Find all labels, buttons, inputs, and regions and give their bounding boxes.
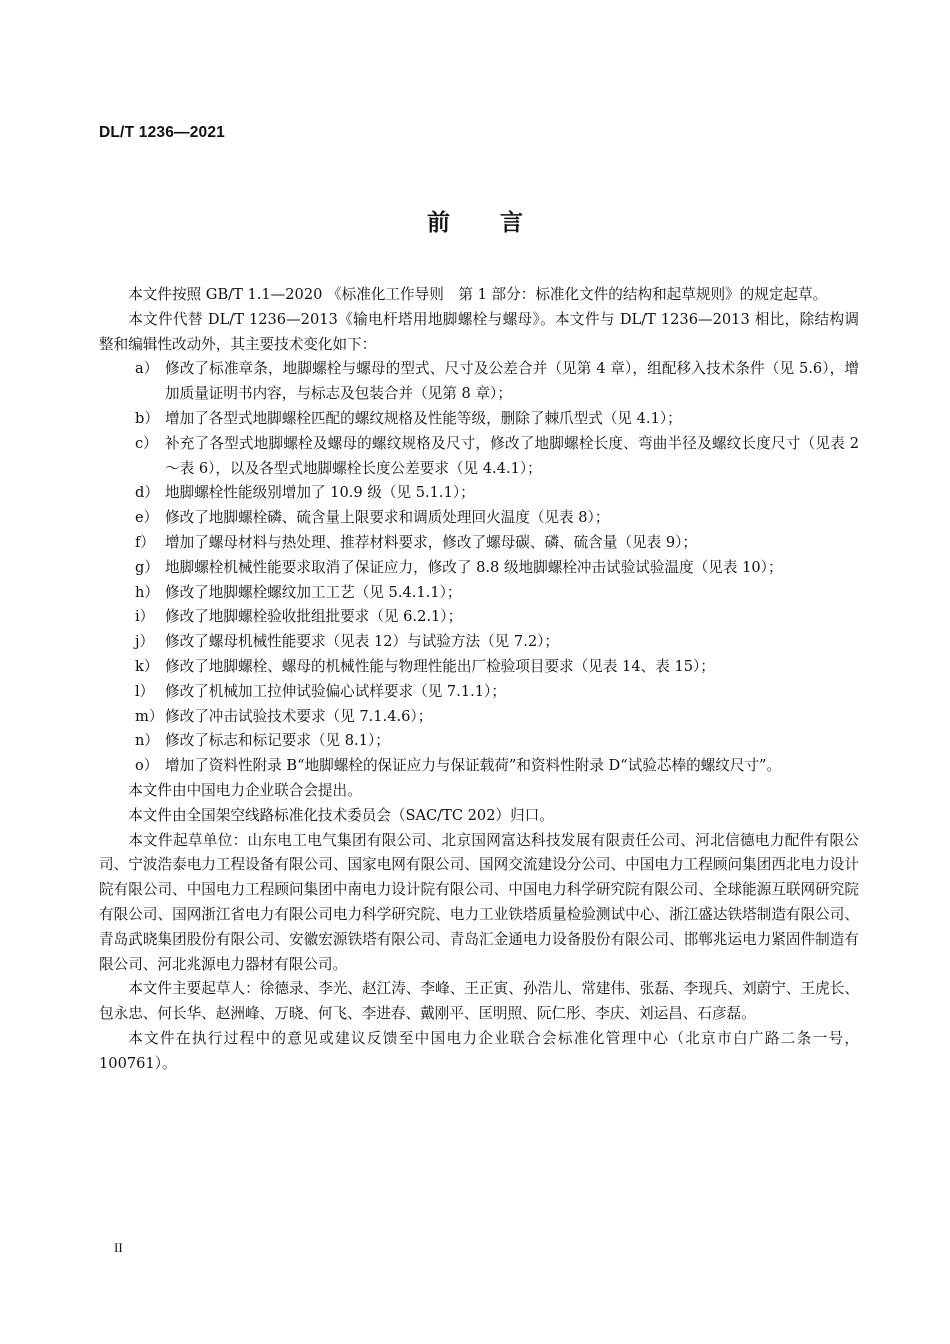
intro-paragraph: 本文件代替 DL/T 1236—2013《输电杆塔用地脚螺栓与螺母》。本文件与 DL/T 1236—2013 相比，除结构调整和编辑性改动外，其主要技术变化如下： — [99, 310, 859, 353]
list-item — [99, 357, 859, 407]
list-item — [99, 506, 859, 531]
list-marker: e） — [135, 509, 159, 527]
list-item-text: 地脚螺栓机械性能要求取消了保证应力，修改了 8.8 级地脚螺栓冲击试验试验温度（见表 10）； — [165, 558, 783, 576]
list-item-text: 修改了机械加工拉伸试验偏心试样要求（见 7.1.1）； — [165, 682, 506, 700]
list-item — [99, 531, 859, 556]
drafting-units-paragraph: 本文件起草单位：山东电工电气集团有限公司、北京国网富达科技发展有限责任公司、河北信德电力配件有限公司、宁波浩泰电力工程设备有限公司、国家电网有限公司、国网交流建设分公司、中国电力工程顾问集团西北电力设计院有限公司、中国电力工程顾问集团中南电力设计院有限公司、中国电力科学研究院有限公司、全球能源互联网研究院有限公司、国网浙江省电力有限公司电力科学研究院、电力工业铁塔质量检验测试中心、浙江盛达铁塔制造有限公司、青岛武晓集团股份有限公司、安徽宏源铁塔有限公司、青岛汇金通电力设备股份有限公司、邯郸兆运电力紧固件制造有限公司、河北兆源电力器材有限公司。 — [99, 831, 859, 973]
list-item — [99, 481, 859, 506]
page-number: II — [114, 1240, 123, 1255]
list-item-text: 修改了地脚螺栓螺纹加工工艺（见 5.4.1.1）； — [165, 583, 462, 601]
list-marker: b） — [135, 409, 159, 427]
list-item-text: 补充了各型式地脚螺栓及螺母的螺纹规格及尺寸，修改了地脚螺栓长度、弯曲半径及螺纹长度尺寸（见表 2～表 6），以及各型式地脚螺栓长度公差要求（见 4.4.1）； — [165, 434, 859, 477]
document-id: DL/T 1236—2021 — [99, 124, 226, 141]
list-item — [99, 407, 859, 432]
list-item-text: 修改了标准章条，地脚螺栓与螺母的型式、尺寸及公差合并（见第 4 章），组配移入技术条件（见 5.6），增加质量证明书内容，与标志及包装合并（见第 8 章）； — [165, 360, 859, 403]
intro-paragraph: 本文件按照 GB/T 1.1—2020 《标准化工作导则 第 1 部分：标准化文件的结构和起草规则》的规定起草。 — [128, 286, 828, 303]
list-marker: c） — [135, 434, 158, 452]
list-item — [99, 581, 859, 606]
list-item-text: 增加了螺母材料与热处理、推荐材料要求，修改了螺母碳、磷、硫含量（见表 9）； — [165, 533, 698, 551]
list-item — [99, 705, 859, 730]
changes-list — [99, 357, 859, 779]
list-item — [99, 630, 859, 655]
list-marker: l） — [135, 682, 155, 700]
drafters-paragraph: 本文件主要起草人：徐德录、李光、赵江涛、李峰、王正寅、孙浩儿、常建伟、张磊、李现兵、刘蔚宁、王虎长、包永忠、何长华、赵洲峰、万晓、何飞、李进春、戴刚平、匡明照、阮仁彤、李庆、刘运昌、石彦磊。 — [99, 980, 859, 1023]
list-marker: f） — [135, 533, 155, 551]
feedback-paragraph: 本文件在执行过程中的意见或建议反馈至中国电力企业联合会标准化管理中心（北京市白广路二条一号，100761）。 — [99, 1029, 859, 1072]
proposer-paragraph: 本文件由中国电力企业联合会提出。 — [128, 781, 362, 799]
document-body — [99, 283, 859, 1077]
list-item — [99, 605, 859, 630]
list-item — [99, 556, 859, 581]
list-item — [99, 432, 859, 482]
list-item-text: 增加了各型式地脚螺栓匹配的螺纹规格及性能等级，删除了棘爪型式（见 4.1）； — [165, 409, 682, 427]
list-item-text: 修改了地脚螺栓、螺母的机械性能与物理性能出厂检验项目要求（见表 14、表 15）； — [165, 657, 715, 675]
list-item — [99, 729, 859, 754]
list-item — [99, 754, 859, 779]
list-marker: h） — [135, 583, 159, 601]
list-marker: m） — [135, 707, 164, 725]
list-marker: n） — [135, 732, 159, 750]
list-item-text: 地脚螺栓性能级别增加了 10.9 级（见 5.1.1）； — [165, 484, 475, 502]
list-item-text: 修改了冲击试验技术要求（见 7.1.4.6）； — [165, 707, 433, 725]
committee-paragraph: 本文件由全国架空线路标准化技术委员会（SAC/TC 202）归口。 — [128, 806, 554, 824]
list-marker: i） — [135, 608, 155, 626]
list-item-text: 增加了资料性附录 B“地脚螺栓的保证应力与保证载荷”和资料性附录 D“试验芯棒的螺纹尺寸”。 — [165, 757, 782, 775]
list-item — [99, 680, 859, 705]
list-item-text: 修改了螺母机械性能要求（见表 12）与试验方法（见 7.2）； — [165, 633, 560, 651]
page-title: 前言 — [427, 210, 573, 236]
list-item-text: 修改了地脚螺栓磷、硫含量上限要求和调质处理回火温度（见表 8）； — [165, 509, 610, 527]
list-item — [99, 655, 859, 680]
list-marker: a） — [135, 360, 159, 378]
list-marker: k） — [135, 657, 159, 675]
list-item-text: 修改了地脚螺栓验收批组批要求（见 6.2.1）； — [165, 608, 463, 626]
list-marker: g） — [135, 558, 159, 576]
list-marker: o） — [135, 757, 159, 775]
list-marker: d） — [135, 484, 159, 502]
list-item-text: 修改了标志和标记要求（见 8.1）； — [165, 732, 390, 750]
list-marker: j） — [135, 633, 155, 651]
